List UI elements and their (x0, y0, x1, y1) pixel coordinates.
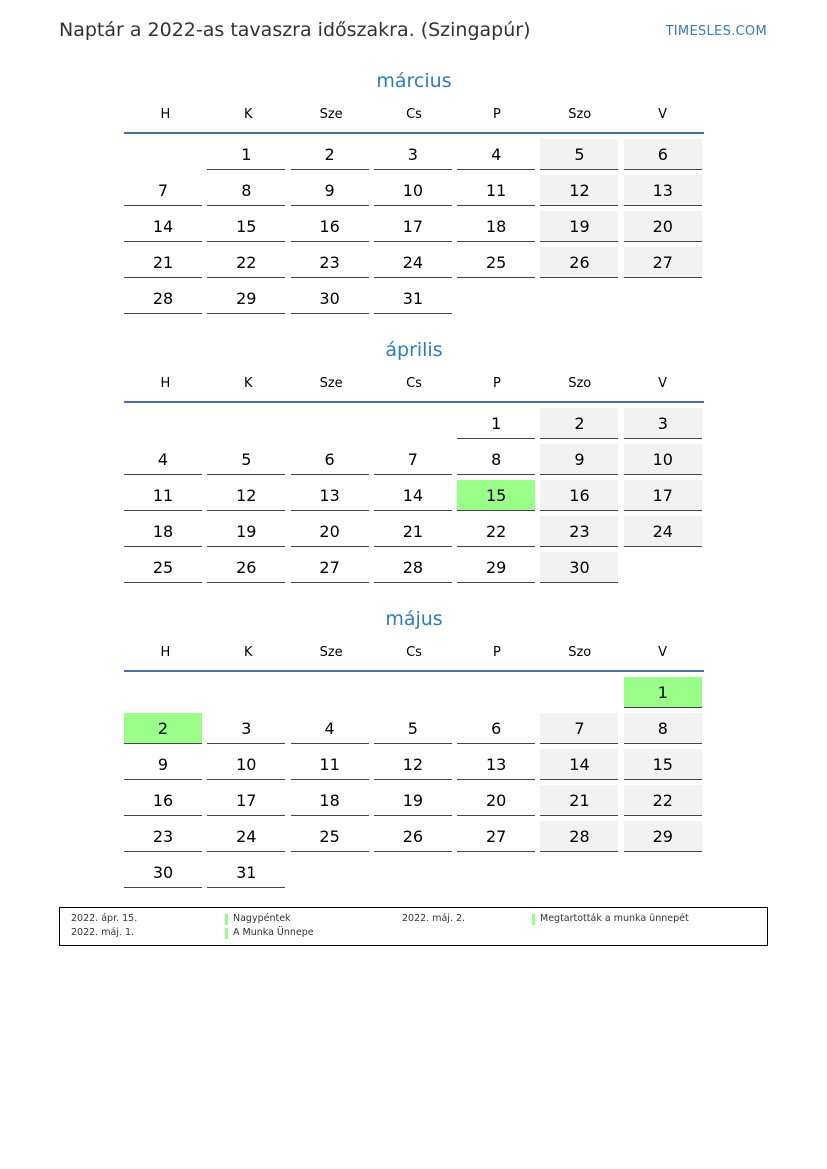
day-cell: 22 (207, 247, 285, 278)
day-cell: 17 (207, 785, 285, 816)
day-cell: 8 (457, 444, 535, 475)
weekday-label: P (492, 107, 501, 122)
day-cell: 25 (457, 247, 535, 278)
day-cell: 19 (207, 516, 285, 547)
day-cell: 23 (291, 247, 369, 278)
day-cell: 14 (540, 749, 618, 780)
day-grid (124, 139, 704, 314)
weekday-header (124, 376, 704, 403)
empty-cell (124, 677, 202, 708)
day-cell: 19 (374, 785, 452, 816)
legend-date: 2022. ápr. 15. (71, 913, 138, 924)
weekday-header (124, 107, 704, 134)
day-grid (124, 408, 704, 583)
weekday-label: H (160, 645, 171, 660)
day-cell: 25 (291, 821, 369, 852)
day-cell: 4 (291, 713, 369, 744)
day-cell: 13 (291, 480, 369, 511)
day-cell: 23 (540, 516, 618, 547)
day-cell: 16 (124, 785, 202, 816)
holiday-marker (532, 914, 535, 925)
day-cell: 24 (624, 516, 702, 547)
weekday-label: Szo (568, 107, 592, 122)
day-cell: 22 (457, 516, 535, 547)
day-cell: 11 (124, 480, 202, 511)
day-cell: 2 (291, 139, 369, 170)
day-cell: 27 (457, 821, 535, 852)
empty-cell (207, 408, 285, 439)
day-cell: 10 (207, 749, 285, 780)
month-march (124, 70, 704, 314)
legend-holiday-name: Megtartották a munka ünnepét (540, 913, 689, 924)
legend-holiday-name: A Munka Ünnepe (233, 927, 314, 938)
legend-holiday-name: Nagypéntek (233, 913, 291, 924)
holiday-legend (59, 907, 768, 946)
day-cell: 20 (624, 211, 702, 242)
day-cell: 4 (124, 444, 202, 475)
weekday-header (124, 645, 704, 672)
month-name: április (385, 339, 443, 361)
day-cell: 15 (207, 211, 285, 242)
day-cell: 23 (124, 821, 202, 852)
weekday-label: Sze (319, 645, 343, 660)
empty-cell (124, 139, 202, 170)
day-cell: 20 (291, 516, 369, 547)
day-cell: 6 (457, 713, 535, 744)
empty-cell (374, 408, 452, 439)
day-cell: 1 (207, 139, 285, 170)
day-cell: 31 (207, 857, 285, 888)
empty-cell (291, 408, 369, 439)
day-cell: 7 (374, 444, 452, 475)
weekday-label: P (492, 645, 501, 660)
weekday-label: Cs (406, 376, 422, 391)
day-cell: 28 (374, 552, 452, 583)
day-cell: 27 (624, 247, 702, 278)
empty-cell (374, 677, 452, 708)
day-cell: 3 (624, 408, 702, 439)
day-cell: 16 (540, 480, 618, 511)
day-cell: 29 (207, 283, 285, 314)
holiday-day-cell: 1 (624, 677, 702, 708)
day-cell: 28 (540, 821, 618, 852)
day-cell: 4 (457, 139, 535, 170)
day-cell: 26 (207, 552, 285, 583)
day-cell: 5 (207, 444, 285, 475)
day-cell: 29 (457, 552, 535, 583)
day-cell: 9 (540, 444, 618, 475)
holiday-marker (225, 928, 228, 939)
weekday-label: Sze (319, 107, 343, 122)
day-cell: 12 (207, 480, 285, 511)
day-cell: 12 (540, 175, 618, 206)
weekday-label: Sze (319, 376, 343, 391)
weekday-label: H (160, 376, 171, 391)
day-cell: 21 (540, 785, 618, 816)
legend-date: 2022. máj. 1. (71, 927, 135, 938)
holiday-day-cell: 15 (457, 480, 535, 511)
day-cell: 24 (207, 821, 285, 852)
weekday-label: P (492, 376, 501, 391)
day-cell: 31 (374, 283, 452, 314)
brand-logo[interactable]: TIMESLES.COM (665, 24, 767, 39)
day-cell: 3 (207, 713, 285, 744)
day-cell: 14 (124, 211, 202, 242)
day-cell: 2 (540, 408, 618, 439)
day-cell: 7 (124, 175, 202, 206)
weekday-label: Cs (406, 107, 422, 122)
weekday-label: V (658, 107, 668, 122)
day-cell: 15 (624, 749, 702, 780)
day-cell: 3 (374, 139, 452, 170)
weekday-label: K (244, 645, 253, 660)
day-cell: 10 (624, 444, 702, 475)
day-cell: 18 (457, 211, 535, 242)
empty-cell (291, 677, 369, 708)
month-name: május (385, 608, 443, 630)
page-title: Naptár a 2022-as tavaszra időszakra. (Szingapúr) (59, 19, 531, 41)
day-cell: 18 (124, 516, 202, 547)
day-cell: 19 (540, 211, 618, 242)
day-cell: 5 (374, 713, 452, 744)
day-cell: 29 (624, 821, 702, 852)
weekday-label: K (244, 107, 253, 122)
weekday-label: H (160, 107, 171, 122)
day-cell: 9 (291, 175, 369, 206)
day-cell: 13 (457, 749, 535, 780)
day-cell: 17 (624, 480, 702, 511)
day-cell: 30 (540, 552, 618, 583)
day-cell: 11 (457, 175, 535, 206)
day-cell: 8 (207, 175, 285, 206)
holiday-marker (225, 914, 228, 925)
empty-cell (540, 677, 618, 708)
day-cell: 26 (540, 247, 618, 278)
day-cell: 21 (374, 516, 452, 547)
day-cell: 11 (291, 749, 369, 780)
day-cell: 28 (124, 283, 202, 314)
day-cell: 30 (124, 857, 202, 888)
day-cell: 20 (457, 785, 535, 816)
weekday-label: Szo (568, 645, 592, 660)
day-cell: 10 (374, 175, 452, 206)
empty-cell (207, 677, 285, 708)
day-cell: 16 (291, 211, 369, 242)
day-cell: 26 (374, 821, 452, 852)
day-cell: 13 (624, 175, 702, 206)
day-cell: 27 (291, 552, 369, 583)
empty-cell (457, 677, 535, 708)
day-cell: 12 (374, 749, 452, 780)
day-cell: 17 (374, 211, 452, 242)
day-cell: 6 (291, 444, 369, 475)
day-cell: 18 (291, 785, 369, 816)
day-cell: 8 (624, 713, 702, 744)
legend-date: 2022. máj. 2. (402, 913, 466, 924)
empty-cell (124, 408, 202, 439)
day-cell: 7 (540, 713, 618, 744)
weekday-label: Szo (568, 376, 592, 391)
weekday-label: K (244, 376, 253, 391)
weekday-label: V (658, 645, 668, 660)
weekday-label: V (658, 376, 668, 391)
day-cell: 25 (124, 552, 202, 583)
day-cell: 30 (291, 283, 369, 314)
day-cell: 5 (540, 139, 618, 170)
weekday-label: Cs (406, 645, 422, 660)
month-name: március (376, 70, 452, 92)
day-cell: 6 (624, 139, 702, 170)
holiday-day-cell: 2 (124, 713, 202, 744)
day-grid (124, 677, 704, 888)
month-may (124, 608, 704, 888)
day-cell: 22 (624, 785, 702, 816)
day-cell: 14 (374, 480, 452, 511)
month-april (124, 339, 704, 583)
day-cell: 21 (124, 247, 202, 278)
day-cell: 1 (457, 408, 535, 439)
day-cell: 9 (124, 749, 202, 780)
day-cell: 24 (374, 247, 452, 278)
